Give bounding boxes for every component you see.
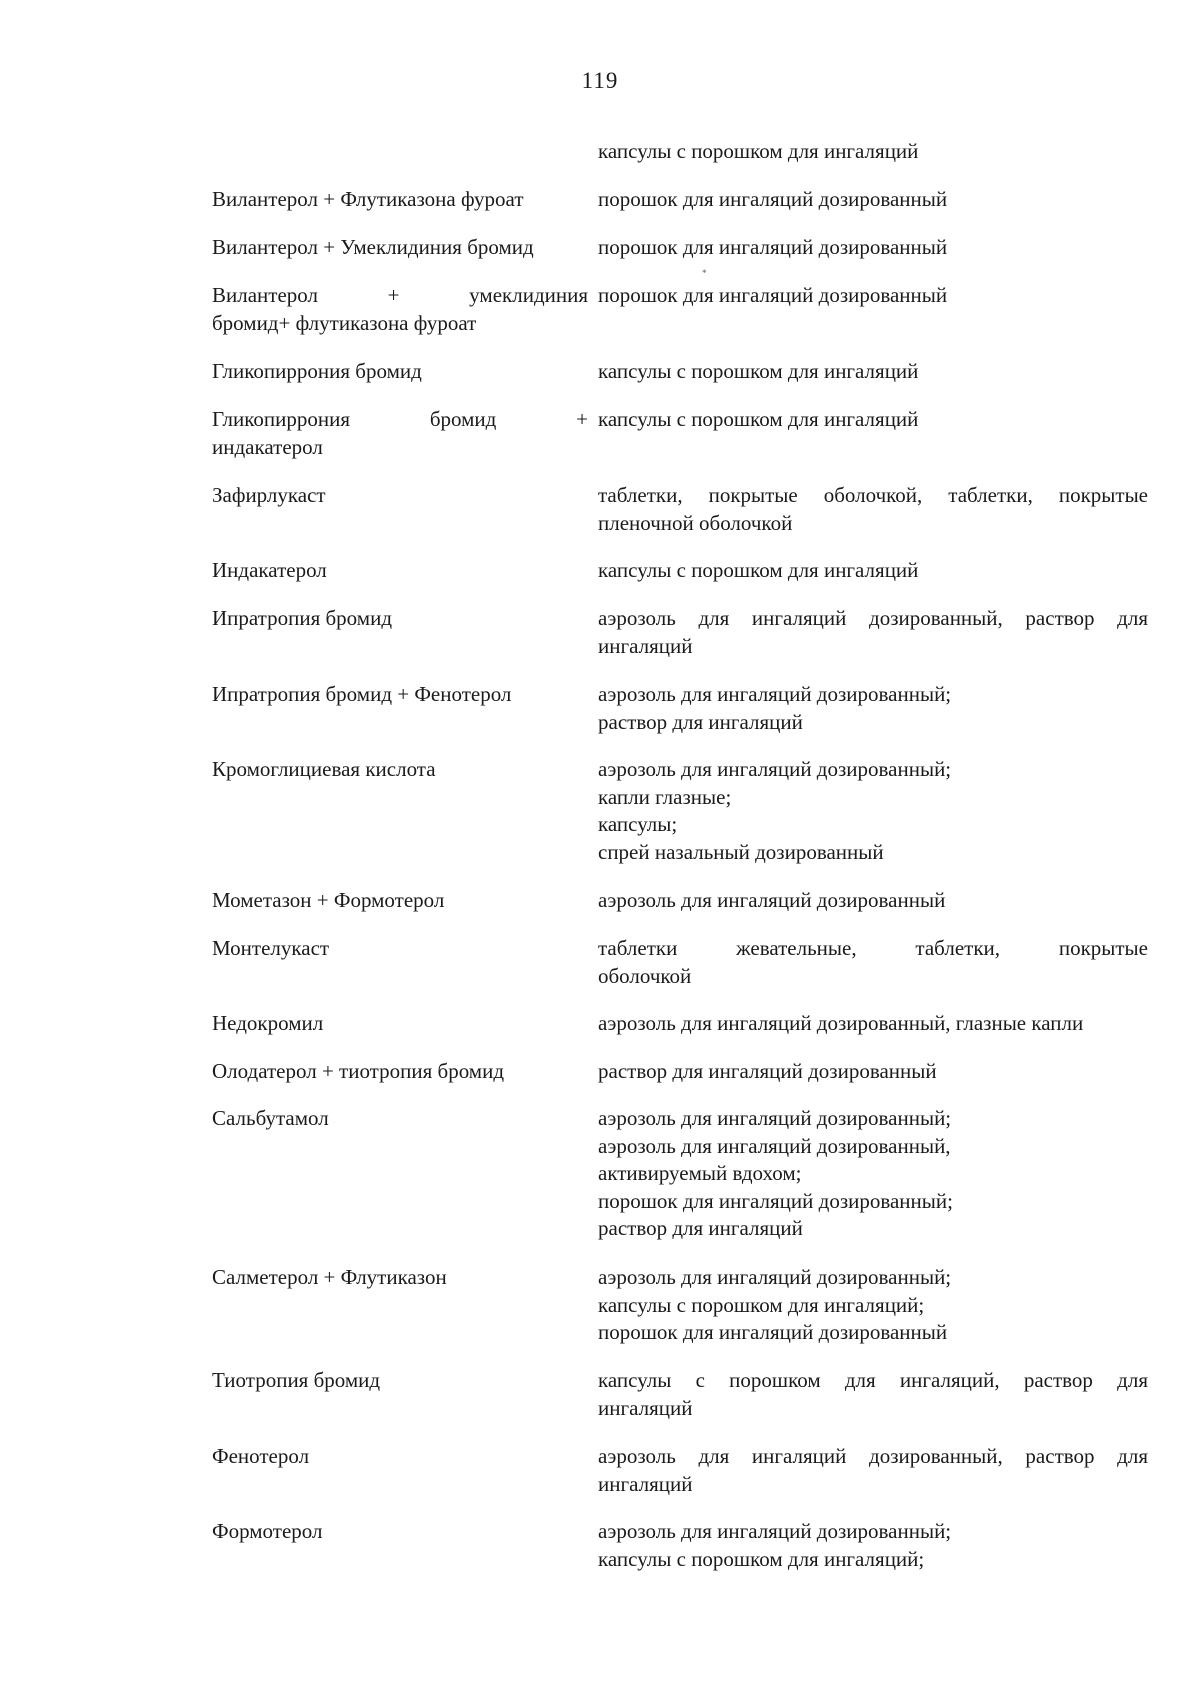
- dosage-form-line: капсулы с порошком для ингаляций: [598, 139, 919, 163]
- drug-name: [212, 406, 588, 461]
- dosage-form: [598, 756, 1148, 866]
- dosage-form-line: раствор для ингаляций дозированный: [598, 1059, 937, 1083]
- drug-name-line: Гликопиррония бромид: [212, 359, 422, 383]
- page-number: 119: [581, 68, 619, 93]
- dosage-form-line: капсулы с порошком для ингаляций;: [598, 1292, 925, 1317]
- drug-name-line: Салметерол + Флутиказон: [212, 1265, 447, 1289]
- drug-name-line: Гликопиррония бромид +: [212, 407, 588, 431]
- drug-name: [212, 1058, 588, 1086]
- dosage-form-line: аэрозоль для ингаляций дозированный, раствор для: [598, 606, 1148, 630]
- dosage-form-line: раствор для ингаляций: [598, 709, 803, 734]
- dosage-form: [598, 1443, 1148, 1498]
- drug-name-line: Сальбутамол: [212, 1106, 329, 1130]
- dosage-form: [598, 482, 1148, 537]
- drug-name: [212, 681, 588, 709]
- dosage-form: [598, 186, 1148, 214]
- dosage-form: [598, 681, 1148, 736]
- drug-name: [212, 1367, 588, 1395]
- drug-name: [212, 1010, 588, 1038]
- dosage-form-line: ингаляций: [598, 1395, 693, 1420]
- dosage-form-line: таблетки, покрытые оболочкой, таблетки, покрытые: [598, 483, 1148, 507]
- dosage-form-line: таблетки жевательные, таблетки, покрытые: [598, 936, 1148, 960]
- dosage-form-line: капли глазные;: [598, 784, 732, 809]
- dosage-form-line: пленочной оболочкой: [598, 510, 793, 535]
- drug-name-line: Недокромил: [212, 1011, 324, 1035]
- dosage-form-line: капсулы с порошком для ингаляций;: [598, 1546, 925, 1571]
- drug-name: [212, 605, 588, 633]
- drug-name: [212, 234, 588, 262]
- drug-name: [212, 482, 588, 510]
- dosage-form: [598, 138, 1148, 166]
- drug-name: [212, 282, 588, 337]
- dosage-form: [598, 557, 1148, 585]
- drug-name-line: Мометазон + Формотерол: [212, 888, 445, 912]
- dosage-form-line: аэрозоль для ингаляций дозированный;: [598, 757, 952, 781]
- drug-name-line: Вилантерол + умеклидиния: [212, 283, 588, 307]
- dosage-form-line: аэрозоль для ингаляций дозированный;: [598, 682, 952, 706]
- drug-name-line: Кромоглициевая кислота: [212, 757, 436, 781]
- dosage-form-line: аэрозоль для ингаляций дозированный;: [598, 1519, 952, 1543]
- dosage-form: [598, 605, 1148, 660]
- drug-name: [212, 358, 588, 386]
- dosage-form-line: аэрозоль для ингаляций дозированный, раствор для: [598, 1444, 1148, 1468]
- dosage-form-line: порошок для ингаляций дозированный: [598, 235, 948, 259]
- drug-name-line: Ипратропия бромид + Фенотерол: [212, 682, 512, 706]
- dosage-form: [598, 887, 1148, 915]
- dosage-form: [598, 1105, 1148, 1243]
- dosage-form: [598, 935, 1148, 990]
- drug-name-line: Олодатерол + тиотропия бромид: [212, 1059, 505, 1083]
- dosage-form: [598, 1058, 1148, 1086]
- dosage-form-line: капсулы;: [598, 812, 678, 836]
- drug-name-line: бромид+ флутиказона фуроат: [212, 310, 477, 335]
- dosage-form-line: спрей назальный дозированный: [598, 839, 884, 864]
- dosage-form: [598, 358, 1148, 386]
- drug-name: [212, 186, 588, 214]
- drug-name-line: Фенотерол: [212, 1444, 310, 1468]
- drug-name: [212, 887, 588, 915]
- drug-name: [212, 1518, 588, 1546]
- dosage-form-line: ингаляций: [598, 633, 693, 658]
- drug-name: [212, 1264, 588, 1292]
- dosage-form-line: ингаляций: [598, 1471, 693, 1496]
- drug-name: [212, 756, 588, 784]
- dosage-form-line: активируемый вдохом;: [598, 1161, 802, 1185]
- drug-name-line: Формотерол: [212, 1519, 323, 1543]
- dosage-form-line: аэрозоль для ингаляций дозированный, глазные капли: [598, 1011, 1084, 1035]
- drug-name: [212, 935, 588, 963]
- drug-name-line: Индакатерол: [212, 558, 327, 582]
- dosage-form-line: порошок для ингаляций дозированный: [598, 283, 948, 307]
- drug-name-line: Зафирлукаст: [212, 483, 326, 507]
- dosage-form-line: порошок для ингаляций дозированный;: [598, 1188, 953, 1213]
- dosage-form: [598, 1264, 1148, 1347]
- dosage-form-line: аэрозоль для ингаляций дозированный,: [598, 1133, 951, 1158]
- dosage-form: [598, 282, 1148, 310]
- dosage-form-line: оболочкой: [598, 963, 692, 988]
- dosage-form: [598, 1518, 1148, 1573]
- dosage-form-line: порошок для ингаляций дозированный: [598, 1320, 948, 1344]
- dosage-form-line: аэрозоль для ингаляций дозированный: [598, 888, 946, 912]
- drug-name-line: Вилантерол + Флутиказона фуроат: [212, 187, 524, 211]
- drug-name-line: индакатерол: [212, 434, 323, 459]
- drug-name: [212, 557, 588, 585]
- dosage-form-line: капсулы с порошком для ингаляций, раствор для: [598, 1368, 1148, 1392]
- dosage-form: [598, 234, 1148, 262]
- dosage-form-line: порошок для ингаляций дозированный: [598, 187, 948, 211]
- dosage-form-line: раствор для ингаляций: [598, 1216, 803, 1240]
- dosage-form: [598, 1367, 1148, 1422]
- dosage-form-line: аэрозоль для ингаляций дозированный;: [598, 1106, 952, 1130]
- dosage-form: [598, 406, 1148, 434]
- drug-name-line: Вилантерол + Умеклидиния бромид: [212, 235, 534, 259]
- dosage-form-line: капсулы с порошком для ингаляций: [598, 558, 919, 582]
- drug-name-line: Тиотропия бромид: [212, 1368, 381, 1392]
- dosage-form-line: капсулы с порошком для ингаляций: [598, 359, 919, 383]
- stray-mark: *: [702, 268, 707, 278]
- dosage-form-line: капсулы с порошком для ингаляций: [598, 407, 919, 431]
- drug-name-line: Монтелукаст: [212, 936, 330, 960]
- dosage-form: [598, 1010, 1148, 1038]
- drug-name: [212, 1105, 588, 1133]
- drug-name: [212, 1443, 588, 1471]
- dosage-form-line: аэрозоль для ингаляций дозированный;: [598, 1265, 952, 1289]
- drug-name-line: Ипратропия бромид: [212, 606, 392, 630]
